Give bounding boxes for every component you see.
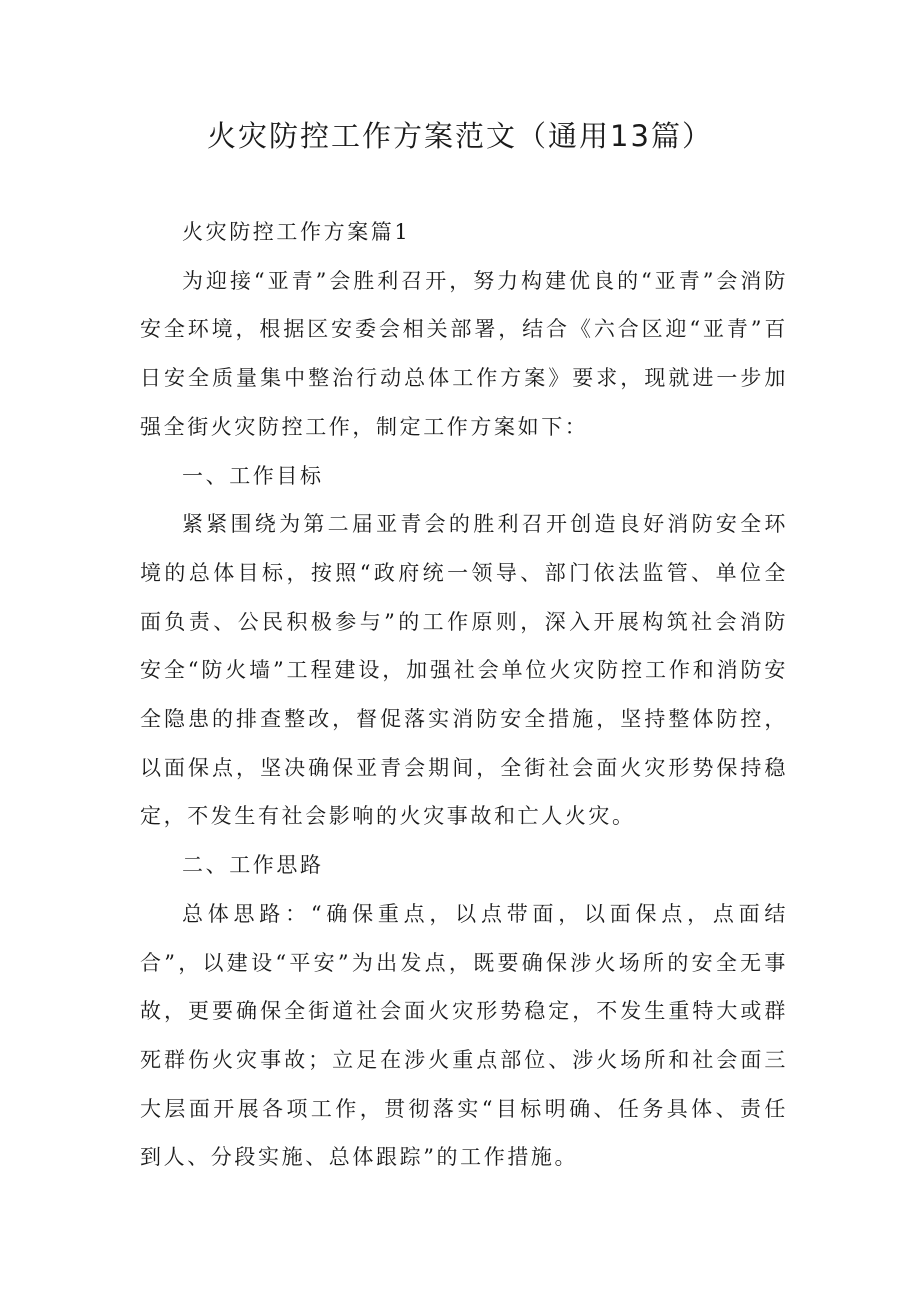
document-body: [140, 208, 788, 1182]
heading-work-goal: 一、工作目标: [182, 463, 324, 488]
section-heading: 火灾防控工作方案篇1: [182, 220, 411, 244]
heading-work-approach: 二、工作思路: [182, 853, 324, 878]
document-title: 火灾防控工作方案范文（通用13篇）: [207, 119, 713, 153]
paragraph-work-approach: 总体思路：“确保重点，以点带面，以面保点，点面结合”，以建设“平安”为出发点，既要确保涉火场所的安全无事故，更要确保全街道社会面火灾形势稳定，不发生重特大或群死群伤火灾事故；立足在涉火重点部位、涉火场所和社会面三大层面开展各项工作，贯彻落实“目标明确、任务具体、责任到人、分段实施、总体跟踪”的工作措施。: [140, 901, 788, 1170]
paragraph-work-goal: 紧紧围绕为第二届亚青会的胜利召开创造良好消防安全环境的总体目标，按照“政府统一领导、部门依法监管、单位全面负责、公民积极参与”的工作原则，深入开展构筑社会消防安全“防火墙”工程建设，加强社会单位火灾防控工作和消防安全隐患的排查整改，督促落实消防安全措施，坚持整体防控，以面保点，坚决确保亚青会期间，全街社会面火灾形势保持稳定，不发生有社会影响的火灾事故和亡人火灾。: [140, 512, 788, 829]
paragraph-intro: 为迎接“亚青”会胜利召开，努力构建优良的“亚青”会消防安全环境，根据区安委会相关部署，结合《六合区迎“亚青”百日安全质量集中整治行动总体工作方案》要求，现就进一步加强全街火灾防控工作，制定工作方案如下：: [140, 268, 788, 439]
